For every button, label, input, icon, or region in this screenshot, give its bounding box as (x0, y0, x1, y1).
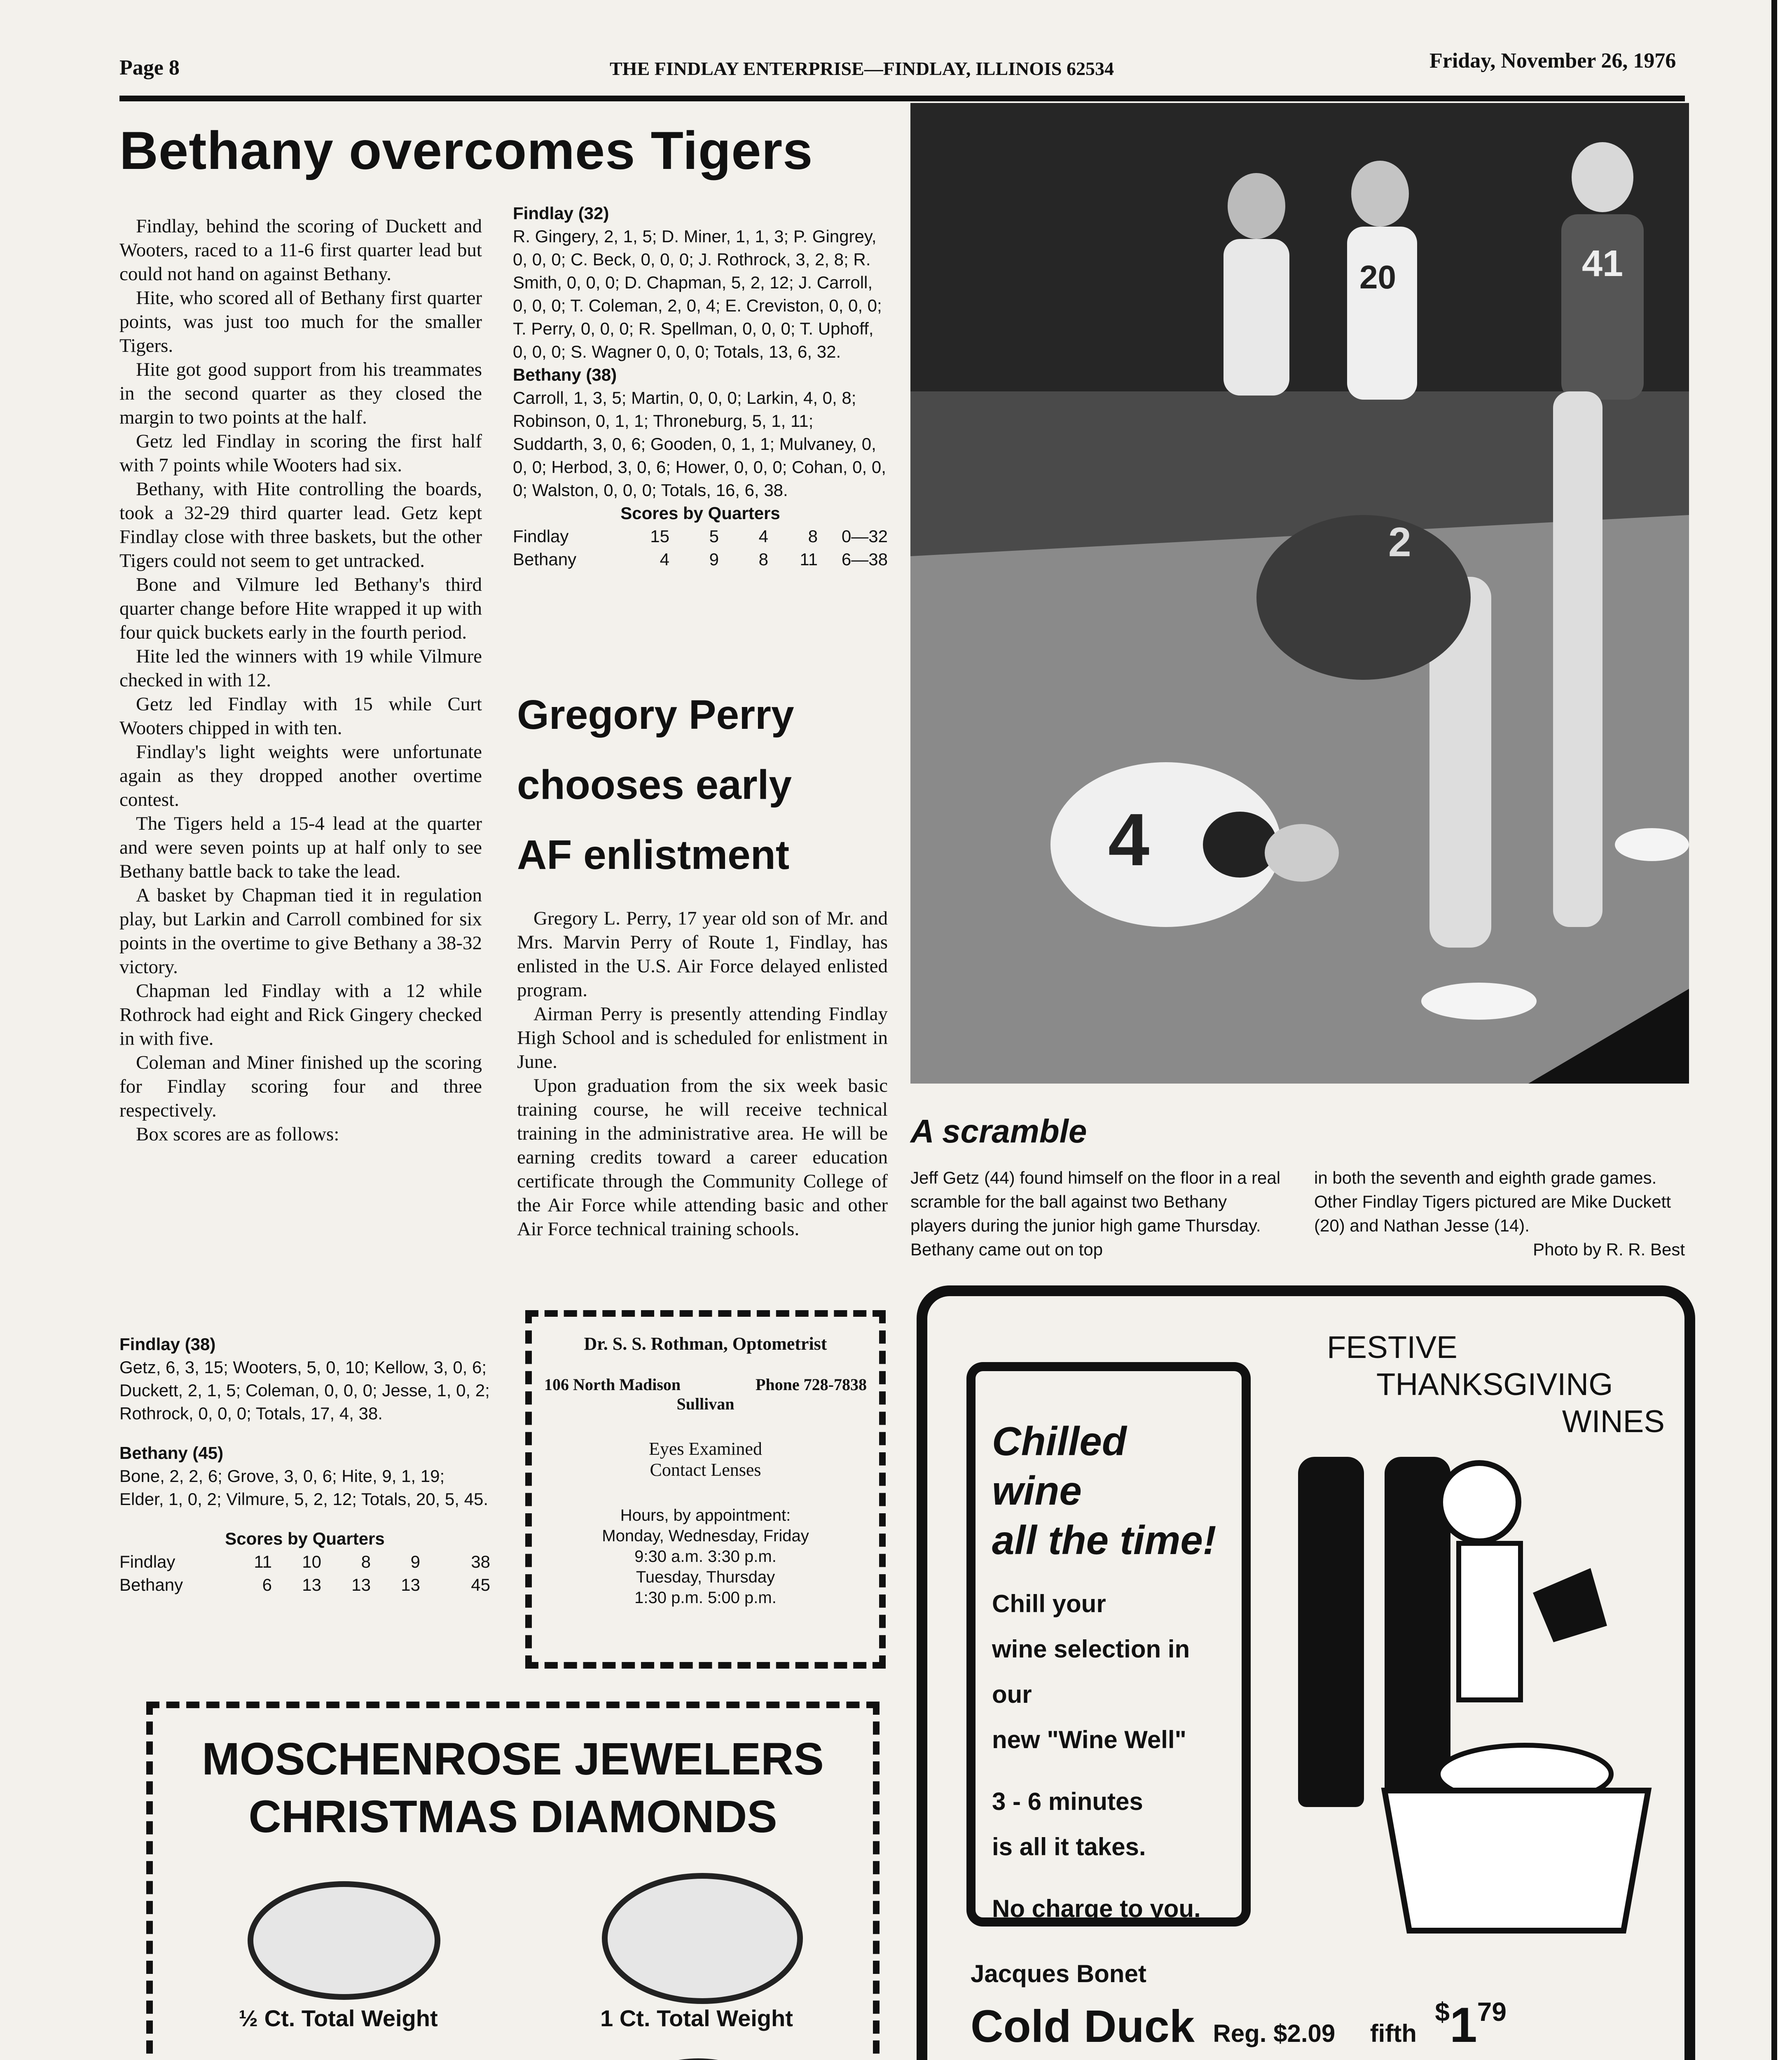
hours-line: 1:30 p.m. 5:00 p.m. (634, 1589, 777, 1607)
item-name: Cold Duck (971, 2001, 1195, 2052)
box-team-bethany: Bethany (45) (119, 1443, 224, 1463)
story-paragraph: Hite led the winners with 19 while Vilmure checked in with 12. (119, 646, 482, 691)
quarter-score: 9 (410, 1552, 420, 1571)
story-paragraph: Hite, who scored all of Bethany first quarter points, was just too much for the smaller Tigers. (119, 287, 482, 356)
box-line-bethany: Carroll, 1, 3, 5; Martin, 0, 0, 0; Larkin, 4, 0, 8; Robinson, 0, 1, 1; Throneburg, 5, 1, 11; Suddarth, 3, 0, 6; Gooden, 0, 1, 1; Mulvaney, 0, 0, 0; Herbod, 3, 0, 6; Hower, 0, 0, 0; Cohan, 0, 0, 0; Walston, 0, 0, 0; Totals, 16, 6, 38. (513, 388, 886, 500)
story-paragraph: Getz led Findlay with 15 while Curt Wooters chipped in with ten. (119, 693, 482, 739)
quarter-score: 11 (254, 1552, 272, 1571)
diamond-ring-image (602, 1873, 803, 2004)
box-team-findlay: Findlay (32) (513, 204, 609, 223)
issue-date: Friday, November 26, 1976 (1429, 49, 1676, 73)
ring-weight-label: 1 Ct. Total Weight (600, 2005, 793, 2031)
chilled-wine-box (966, 1362, 1251, 1927)
quarter-score: 13 (401, 1575, 420, 1594)
jersey-number: 20 (1359, 259, 1396, 295)
item-price-dollar: $ (1435, 1997, 1450, 2027)
perry-paragraph: Airman Perry is presently attending Findlay High School and is scheduled for enlistment in June. (517, 1003, 888, 1072)
item-price-cents: 79 (1477, 1997, 1507, 2027)
chilled-line: Chill your (992, 1590, 1106, 1618)
quarter-score: 4 (758, 527, 768, 546)
jewelers-subtitle: CHRISTMAS DIAMONDS (248, 1791, 777, 1842)
header-rule (119, 96, 1685, 101)
photo-illustration (910, 103, 1689, 1084)
festive-line: WINES (1562, 1404, 1665, 1439)
chilled-line: 3 - 6 minutes (992, 1788, 1143, 1815)
optometrist-service: Contact Lenses (650, 1460, 761, 1480)
story-paragraph: Bone and Vilmure led Bethany's third quarter change before Hite wrapped it up with four quick buckets early in the fourth period. (119, 574, 482, 643)
festive-heading (1277, 1329, 1689, 1440)
story-paragraph: The Tigers held a 15-4 lead at the quarter and were seven points up at half only to see Bethany battle back to take the lead. (119, 813, 482, 882)
item-reg-price: Reg. $2.09 (1213, 2020, 1336, 2047)
chilled-line: No charge to you. (992, 1895, 1201, 1922)
page-number: Page 8 (119, 56, 180, 80)
story-paragraph: A basket by Chapman tied it in regulation play, but Larkin and Carroll combined for six points in the overtime to give Bethany a 38-32 victory. (119, 885, 482, 978)
caption-right (1314, 1166, 1685, 1262)
jersey-number: 4 (1108, 798, 1150, 881)
quarters-team: Bethany (513, 550, 577, 569)
jewelers-title: MOSCHENROSE JEWELERS (202, 1734, 824, 1784)
story-paragraph: Hite got good support from his treammates in the second quarter as they closed the margin to two points at the half. (119, 359, 482, 428)
box-line-findlay: Getz, 6, 3, 15; Wooters, 5, 0, 10; Kellow, 3, 0, 6; Duckett, 2, 1, 5; Coleman, 0, 0, 0; Jesse, 1, 0, 2; Rothrock, 0, 0, 0; Totals, 17, 4, 38. (119, 1358, 490, 1423)
pilgrim-illustration (1360, 1453, 1673, 1947)
hours-line: 9:30 a.m. 3:30 p.m. (634, 1547, 777, 1566)
story-paragraph: Chapman led Findlay with a 12 while Rothrock had eight and Rick Gingery checked in with five. (119, 980, 482, 1049)
liquor-ad (917, 1285, 1695, 2060)
hours-line: Monday, Wednesday, Friday (602, 1527, 809, 1545)
jewelers-ad (146, 1702, 880, 2060)
optometrist-town: Sullivan (676, 1395, 735, 1413)
quarters-team: Findlay (119, 1552, 175, 1571)
optometrist-ad (525, 1310, 886, 1669)
quarters-team: Findlay (513, 527, 569, 546)
varsity-box-score (119, 1333, 490, 1596)
caption-title: A scramble (910, 1113, 1087, 1149)
quarter-score: 15 (650, 527, 669, 546)
champagne-bottle-icon (1298, 1457, 1364, 1807)
jersey-number: 2 (1388, 519, 1411, 565)
quarter-score: 8 (361, 1552, 371, 1571)
hours-line: Hours, by appointment: (620, 1506, 791, 1524)
perry-body (517, 906, 888, 1241)
chilled-title (992, 1416, 1225, 1565)
box-team-bethany: Bethany (38) (513, 365, 617, 384)
jersey-number: 41 (1582, 243, 1624, 284)
item-size: fifth (1370, 2020, 1417, 2047)
story-paragraph: Box scores are as follows: (136, 1124, 339, 1145)
chilled-body (992, 1581, 1225, 1931)
quarters-total: 38 (471, 1552, 490, 1571)
story-paragraph: Getz led Findlay in scoring the first half with 7 points while Wooters had six. (119, 431, 482, 476)
quarter-score: 13 (351, 1575, 371, 1594)
quarter-score: 11 (800, 550, 818, 569)
perry-headline-line: chooses early (517, 762, 792, 808)
festive-line: THANKSGIVING (1376, 1367, 1613, 1402)
masthead: THE FINDLAY ENTERPRISE—FINDLAY, ILLINOIS 62534 (610, 58, 1114, 79)
quarter-score: 9 (709, 550, 719, 569)
quarters-row (119, 1550, 490, 1573)
quarters-table (119, 1550, 490, 1596)
photo-credit: Photo by R. R. Best (1533, 1240, 1685, 1259)
quarter-score: 10 (302, 1552, 321, 1571)
caption-right-text: in both the seventh and eighth grade games. Other Findlay Tigers pictured are Mike Duckett (20) and Nathan Jesse (14). (1314, 1168, 1671, 1235)
quarters-team: Bethany (119, 1575, 183, 1594)
headline: Bethany overcomes Tigers (119, 120, 813, 180)
story-paragraph: Findlay's light weights were unfortunate again as they dropped another overtime contest. (119, 741, 482, 810)
quarter-score: 5 (709, 527, 719, 546)
perry-paragraph: Gregory L. Perry, 17 year old son of Mr. and Mrs. Marvin Perry of Route 1, Findlay, has enlisted in the U.S. Air Force delayed enlisted program. (517, 908, 888, 1001)
ring-weight-label: ½ Ct. Total Weight (239, 2005, 438, 2031)
basketball-photo (910, 103, 1689, 1084)
quarters-row (513, 525, 888, 548)
page-edge (1771, 0, 1777, 2060)
hours-line: Tuesday, Thursday (636, 1568, 775, 1586)
quarter-score: 8 (758, 550, 768, 569)
optometrist-name: Dr. S. S. Rothman, Optometrist (584, 1334, 827, 1354)
optometrist-hours (544, 1505, 867, 1608)
quarters-total: 0—32 (841, 527, 888, 546)
perry-headline (517, 680, 888, 890)
quarters-row (513, 548, 888, 571)
chilled-line: new "Wine Well" (992, 1726, 1186, 1753)
quarters-title: Scores by Quarters (225, 1529, 385, 1548)
item-cold-duck (971, 1997, 1507, 2053)
festive-line: FESTIVE (1327, 1330, 1457, 1365)
optometrist-address: 106 North Madison (544, 1375, 681, 1394)
chilled-title-line: Chilled wine (992, 1419, 1127, 1513)
optometrist-service: Eyes Examined (649, 1439, 762, 1459)
chilled-title-line: all the time! (992, 1517, 1217, 1563)
story-paragraph: Findlay, behind the scoring of Duckett and Wooters, raced to a 11-6 first quarter lead but could not hand on against Bethany. (119, 215, 482, 285)
box-line-bethany: Bone, 2, 2, 6; Grove, 3, 0, 6; Hite, 9, 1, 19; Elder, 1, 0, 2; Vilmure, 5, 2, 12; Totals, 20, 5, 45. (119, 1466, 488, 1509)
quarter-score: 13 (302, 1575, 321, 1594)
diamond-ring-image (606, 2058, 791, 2060)
quarters-total: 6—38 (841, 550, 888, 569)
quarter-score: 6 (262, 1575, 272, 1594)
quarters-total: 45 (471, 1575, 490, 1594)
box-team-findlay: Findlay (38) (119, 1334, 216, 1354)
story-paragraph: Bethany, with Hite controlling the boards, took a 32-29 third quarter lead. Getz kept Findlay close with three baskets, but the other Tigers could not seem to get untracked. (119, 478, 482, 571)
chilled-line: wine selection in our (992, 1635, 1190, 1708)
chilled-line: is all it takes. (992, 1833, 1146, 1861)
caption-left: Jeff Getz (44) found himself on the floor in a real scramble for the ball against two Bethany players during the junior high game Thursday. Bethany came out on top (910, 1168, 1281, 1259)
story-paragraph: Coleman and Miner finished up the scoring for Findlay scoring four and three respectively. (119, 1052, 482, 1121)
perry-headline-line: AF enlistment (517, 832, 790, 878)
junior-box-score (513, 202, 888, 571)
quarter-score: 4 (660, 550, 669, 569)
quarters-title: Scores by Quarters (620, 503, 780, 523)
story-body (119, 214, 482, 1146)
diamond-ring-image (248, 1881, 440, 2000)
optometrist-phone: Phone 728-7838 (756, 1375, 867, 1394)
perry-paragraph: Upon graduation from the six week basic training course, he will receive technical training in the administrative area. He will be earning credits toward a career education certificate through the Community College of the Air Force while attending basic and other Air Force technical training schools. (517, 1075, 888, 1240)
item-price-main: 1 (1450, 1997, 1477, 2053)
quarters-table (513, 525, 888, 571)
item-brand: Jacques Bonet (971, 1960, 1146, 1987)
quarter-score: 8 (808, 527, 818, 546)
perry-headline-line: Gregory Perry (517, 692, 794, 738)
quarters-row (119, 1573, 490, 1596)
box-line-findlay: R. Gingery, 2, 1, 5; D. Miner, 1, 1, 3; P. Gingrey, 0, 0, 0; C. Beck, 0, 0, 0; J. Rothrock, 3, 2, 8; R. Smith, 0, 0, 0; D. Chapman, 5, 2, 12; J. Carroll, 0, 0, 0; T. Coleman, 2, 0, 4; E. Creviston, 0, 0, 0; T. Perry, 0, 0, 0; R. Spellman, 0, 0, 0; T. Uphoff, 0, 0, 0; S. Wagner 0, 0, 0; Totals, 13, 6, 32. (513, 227, 882, 361)
